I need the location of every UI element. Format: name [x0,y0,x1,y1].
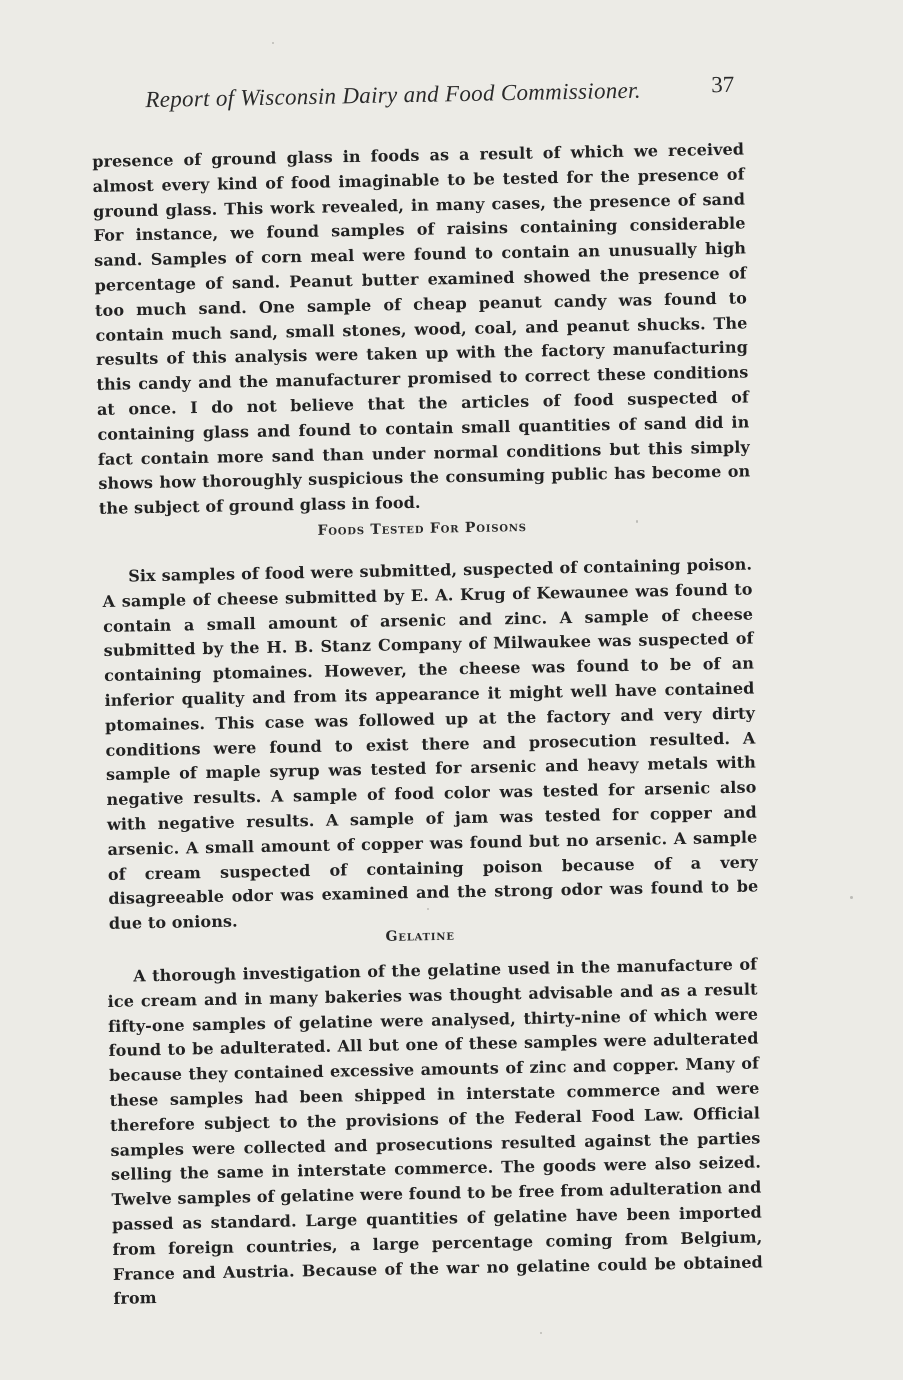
paragraph-poison-samples: Six samples of food were submitted, suspected of containing poison. A sample of cheese submitted by E. A. Krug of Kewaunee was found to contain a small amount of arsenic and zinc. A sample of cheese submitted by the H. B. Stanz Company of Milwaukee was suspected of containing ptomaines. However, the cheese was found to be of an inferior quality and from its appearance it might well have contained ptomaines. This case was followed up at the factory and very dirty conditions were found to exist there and prosecution resulted. A sample of maple syrup was tested for arsenic and heavy metals with negative results. A sample of food color was tested for arsenic also with negative results. A sample of jam was tested for copper and arsenic. A small amount of copper was found but no arsenic. A sample of cream suspected of containing poison because of a very disagreeable odor was examined and the strong odor was found to be due to onions. [102,554,759,934]
page-number: 37 [710,71,735,98]
section-heading-gelatine: Gelatine [385,927,455,945]
section-heading-foods-tested-for-poisons: Foods Tested For Poisons [317,518,527,539]
paper-speck [272,42,274,44]
running-head [100,68,741,120]
running-title: Report of Wisconsin Dairy and Food Commissioner. [145,77,642,113]
paragraph-gelatine: A thorough investigation of the gelatine used in the manufacture of ice cream and in many bakeries was thought advisable and as a result fifty-one samples of gelatine were analysed, thirty-nine of which were found to be adulterated. All but one of these samples were adulterated because they contained excessive amounts of zinc and copper. Many of these samples had been shipped in interstate commerce and were therefore subject to the provisions of the Federal Food Law. Official samples were collected and prosecutions resulted against the parties selling the same in interstate commerce. The goods were also seized. Twelve samples of gelatine were found to be free from adulteration and passed as standard. Large quantities of gelatine have been imported from foreign countries, a large percentage coming from Belgium, France and Austria. Because of the war no gelatine could be obtained from [107,954,763,1309]
paper-speck [636,520,638,523]
paragraph-ground-glass: presence of ground glass in foods as a result of which we received almost every kind of food imaginable to be tested for the presence of ground glass. This work revealed, in many cases, the presence of sand For instance, we found samples of raisins containing considerable sand. Samples of corn meal were found to contain an unusually high percentage of sand. Peanut butter examined showed the presence of too much sand. One sample of cheap peanut candy was found to contain much sand, small stones, wood, coal, and peanut shucks. The results of this analysis were taken up with the factory manufacturing this candy and the manufacturer promised to correct these conditions at once. I do not believe that the articles of food suspected of containing glass and found to contain small quantities of sand did in fact contain more sand than under normal conditions but this simply shows how thoroughly suspicious the consuming public has become on the subject of ground glass in food. [92,139,751,519]
paper-speck [540,1332,542,1334]
paper-speck [850,896,853,899]
paper-speck [427,908,429,910]
